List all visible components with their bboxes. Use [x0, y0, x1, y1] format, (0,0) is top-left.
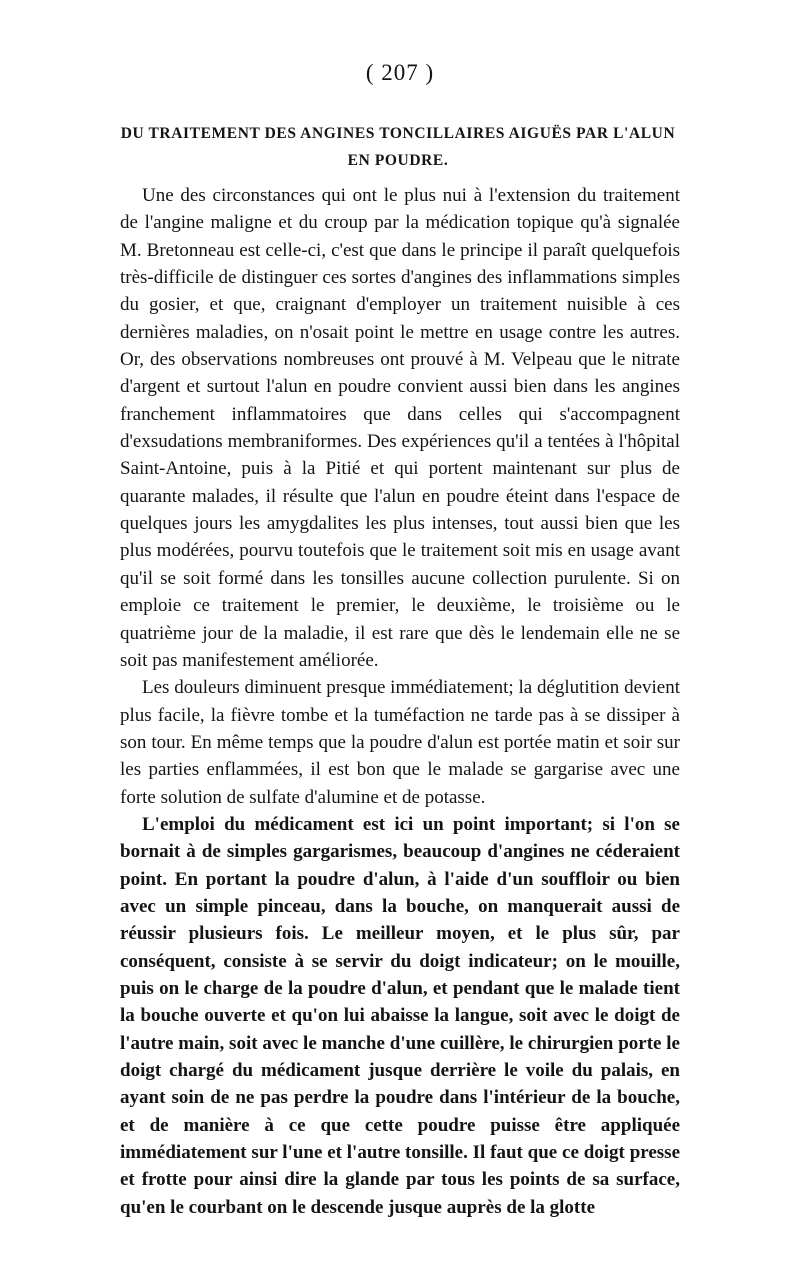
article-body — [120, 182, 680, 1221]
paragraph-3: L'emploi du médicament est ici un point important; si l'on se bornait à de simples gargarismes, beaucoup d'angines ne céderaient point. En portant la poudre d'alun, à l'aide d'un souffloir ou bien avec un simple pinceau, dans la bouche, on manquerait aussi de réussir plusieurs fois. Le meilleur moyen, et le plus sûr, par conséquent, consiste à se servir du doigt indicateur; on le mouille, puis on le charge de la poudre d'alun, et pendant que le malade tient la bouche ouverte et qu'on lui abaisse la langue, soit avec le doigt de l'autre main, soit avec le manche d'une cuillère, le chirurgien porte le doigt chargé du médicament jusque derrière le voile du palais, en ayant soin de ne pas perdre la poudre dans l'intérieur de la bouche, et de manière à ce que cette poudre puisse être appliquée immédiatement sur l'une et l'autre tonsille. Il faut que ce doigt presse et frotte pour ainsi dire la glande par tous les points de sa surface, qu'en le courbant on le descende jusque auprès de la glotte — [120, 813, 680, 1218]
article-title-line-1: DU TRAITEMENT DES ANGINES TONCILLAIRES AIGUËS PAR L'ALUN — [120, 125, 676, 142]
article-title — [108, 120, 688, 174]
page-number: ( 207 ) — [365, 60, 435, 85]
article-title-line-2: EN POUDRE. — [347, 152, 449, 169]
paragraph-2: Les douleurs diminuent presque immédiatement; la déglutition devient plus facile, la fièvre tombe et la tuméfaction ne tarde pas à se dissiper à son tour. En même temps que la poudre d'alun est portée matin et soir sur les parties enflammées, il est bon que le malade se gargarise avec une forte solution de sulfate d'alumine et de potasse. — [120, 677, 680, 808]
paragraph-1: Une des circonstances qui ont le plus nui à l'extension du traitement de l'angine maligne et du croup par la médication topique qu'à signalée M. Bretonneau est celle-ci, c'est que dans le principe il paraît quelquefois très-difficile de distinguer ces sortes d'angines des inflammations simples du gosier, et que, craignant d'employer un traitement nuisible à ces dernières maladies, on n'osait point le mettre en usage contre les autres. Or, des observations nombreuses ont prouvé à M. Velpeau que le nitrate d'argent et surtout l'alun en poudre convient aussi bien dans les angines franchement inflammatoires que dans celles qui s'accompagnent d'exsudations membraniformes. Des expériences qu'il a tentées à l'hôpital Saint-Antoine, puis à la Pitié et qui portent maintenant sur plus de quarante malades, il résulte que l'alun en poudre éteint dans l'espace de quelques jours les amygdalites les plus intenses, tout aussi bien que les plus modérées, pourvu toutefois que le traitement soit mis en usage avant qu'il se soit formé dans les tonsilles aucune collection purulente. Si on emploie ce traitement le premier, le deuxième, le troisième ou le quatrième jour de la maladie, il est rare que dès le lendemain elle ne se soit pas manifestement améliorée. — [120, 185, 680, 671]
